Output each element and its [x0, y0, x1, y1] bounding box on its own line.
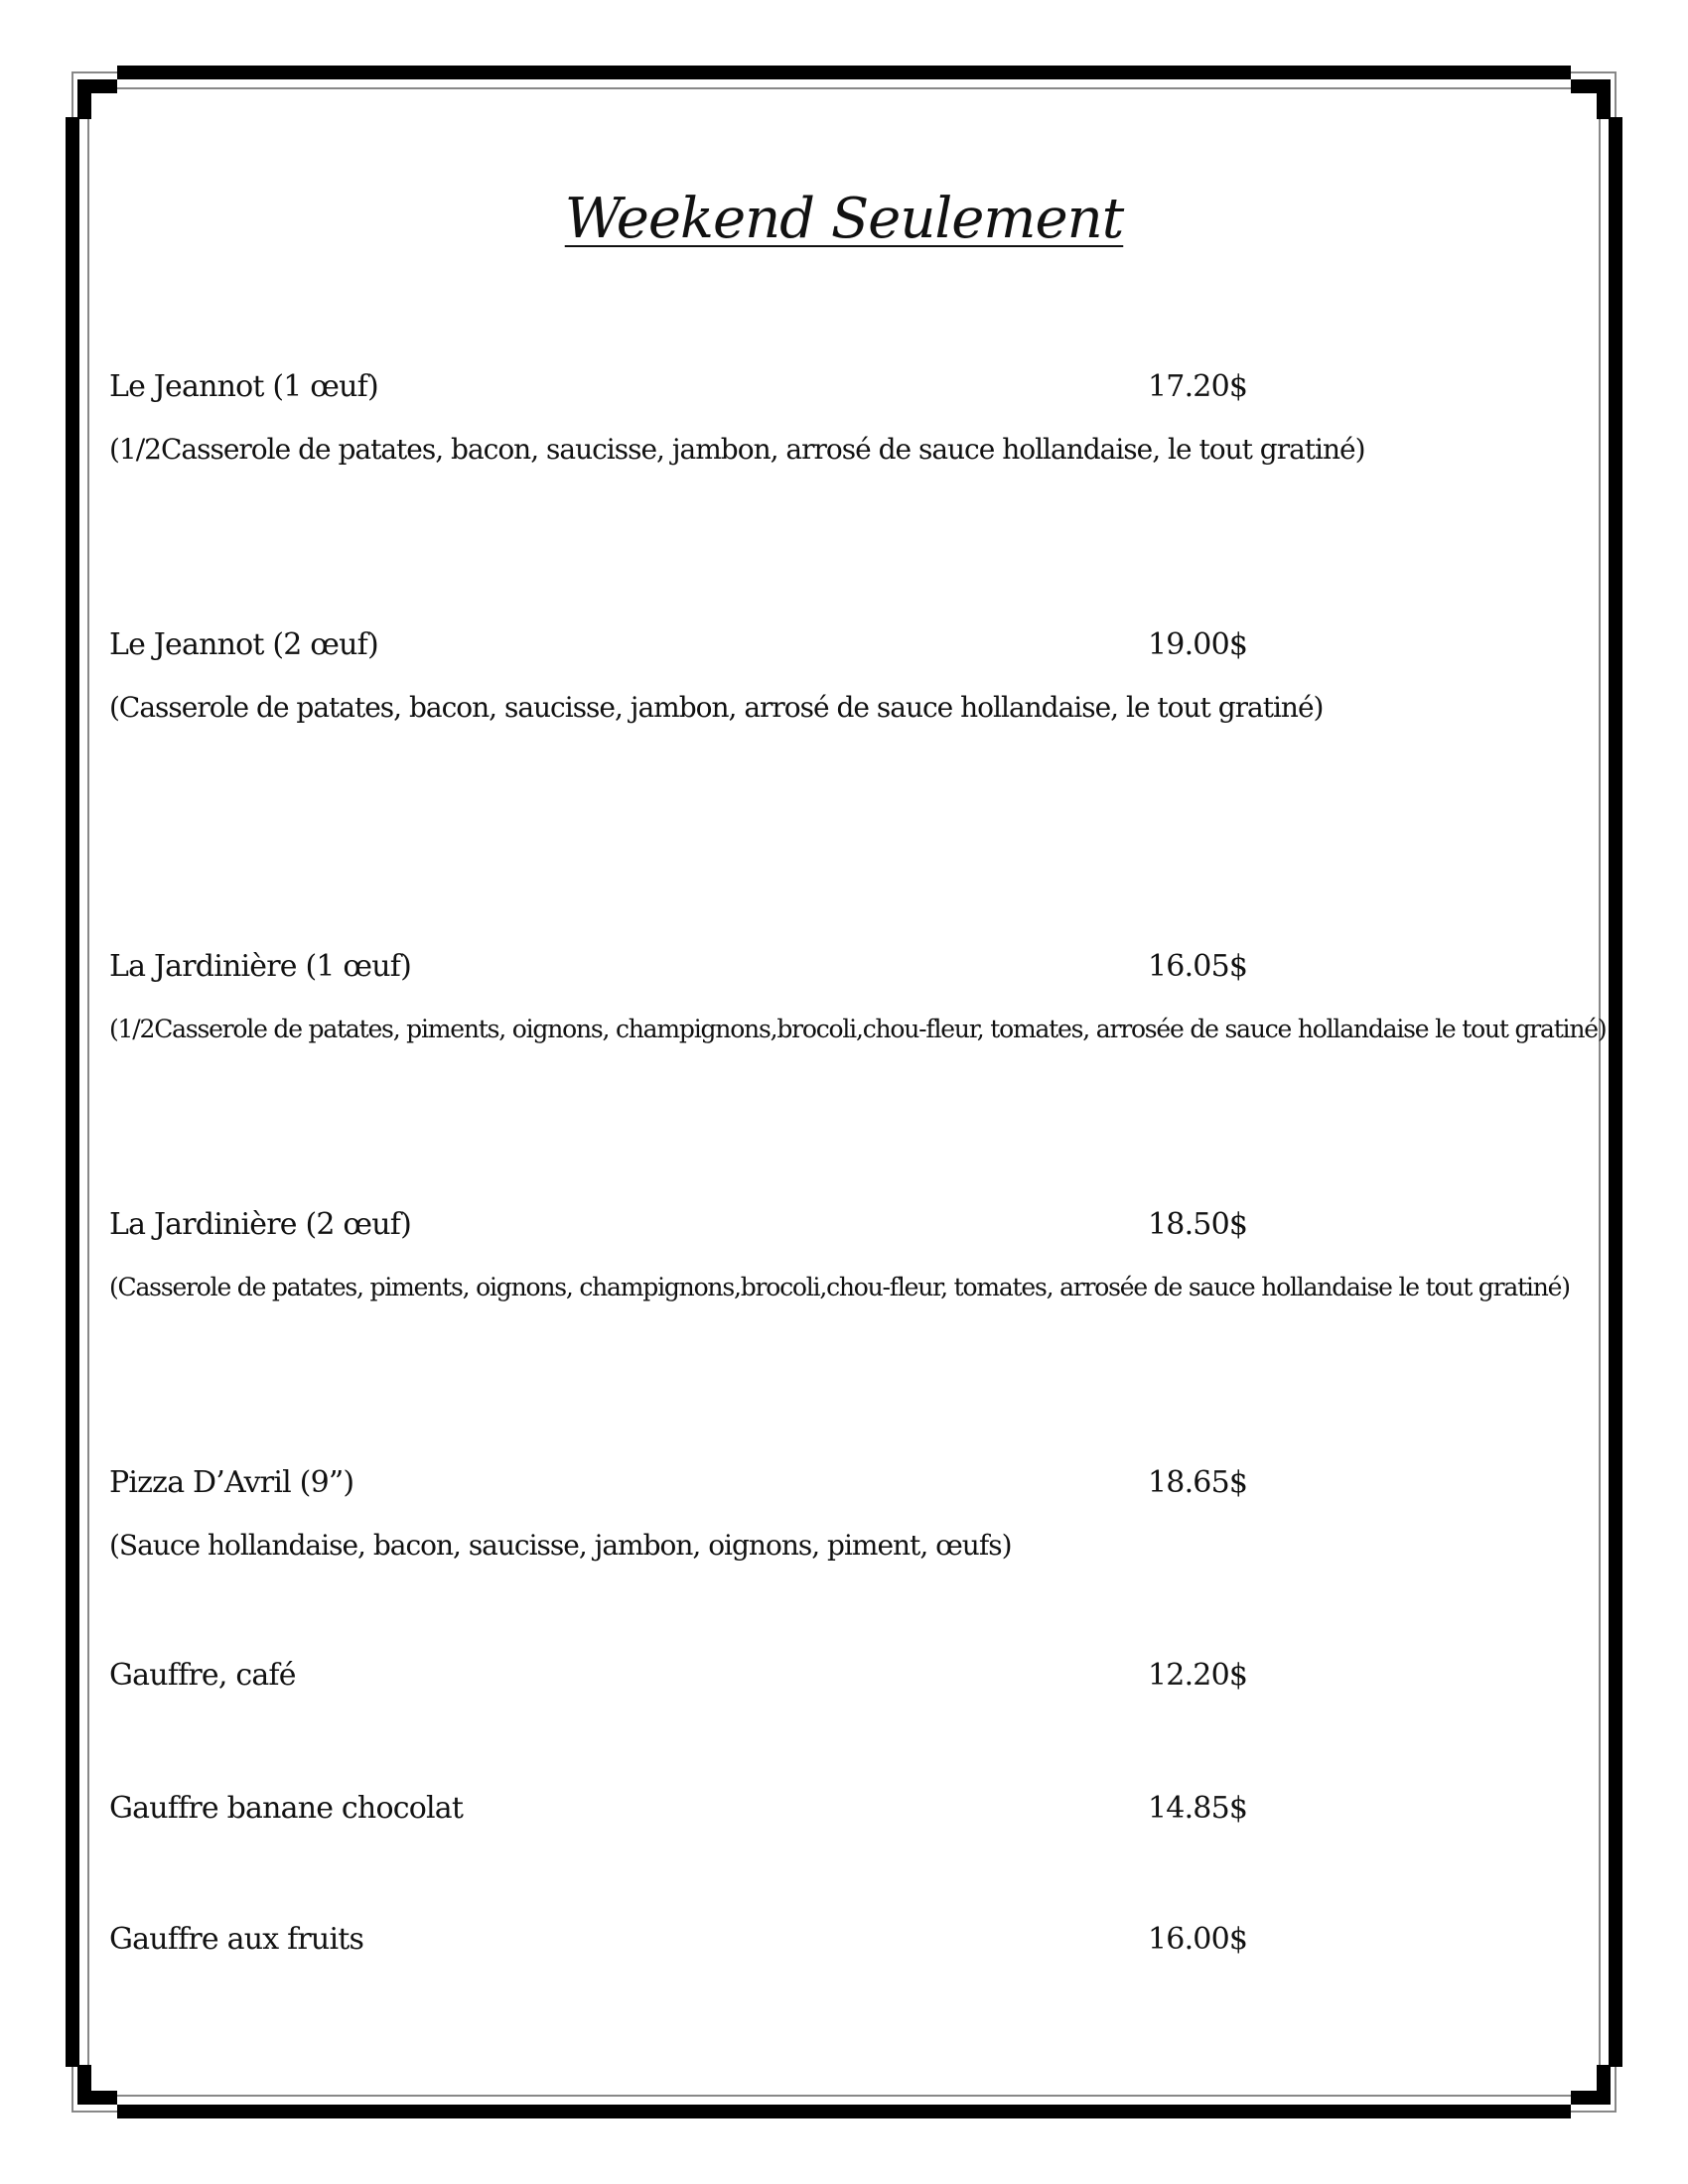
menu-item-name: La Jardinière (1 œuf) [109, 949, 412, 984]
frame-corner-tr-v [1597, 79, 1611, 119]
menu-item-description: (1/2Casserole de patates, piments, oignons, champignons,brocoli,chou-fleur, tomates, arrosée de sauce hollandaise le tout gratiné) [109, 1015, 1607, 1043]
frame-top-bar [117, 66, 1571, 79]
menu-item-name: Le Jeannot (1 œuf) [109, 369, 378, 404]
frame-right-bar [1609, 117, 1622, 2067]
menu-title: Weekend Seulement [564, 187, 1124, 251]
menu-item-description: (Casserole de patates, bacon, saucisse, jambon, arrosé de sauce hollandaise, le tout gratiné) [109, 691, 1324, 724]
menu-item-name: Le Jeannot (2 œuf) [109, 627, 378, 662]
menu-item-price: 17.20$ [1148, 369, 1248, 404]
menu-item-description: (1/2Casserole de patates, bacon, saucisse, jambon, arrosé de sauce hollandaise, le tout gratiné) [109, 433, 1365, 466]
menu-item-description: (Sauce hollandaise, bacon, saucisse, jambon, oignons, piment, œufs) [109, 1529, 1012, 1562]
menu-item-price: 12.20$ [1148, 1658, 1248, 1693]
menu-item-name: Gauffre aux fruits [109, 1922, 364, 1957]
frame-left-bar [66, 117, 79, 2067]
menu-item-price: 16.00$ [1148, 1922, 1248, 1957]
frame-bottom-bar [117, 2105, 1571, 2118]
menu-item-description: (Casserole de patates, piments, oignons, champignons,brocoli,chou-fleur, tomates, arrosée de sauce hollandaise le tout gratiné) [109, 1273, 1570, 1301]
frame-corner-tl-v [77, 79, 91, 119]
menu-item-name: Pizza D’Avril (9”) [109, 1465, 354, 1500]
frame-corner-br-v [1597, 2065, 1611, 2105]
menu-item-price: 18.50$ [1148, 1207, 1248, 1242]
menu-item-name: La Jardinière (2 œuf) [109, 1207, 412, 1242]
menu-item-price: 18.65$ [1148, 1465, 1248, 1500]
menu-item-price: 14.85$ [1148, 1791, 1248, 1826]
menu-item-name: Gauffre banane chocolat [109, 1791, 464, 1826]
menu-item-price: 16.05$ [1148, 949, 1248, 984]
frame-corner-bl-v [77, 2065, 91, 2105]
menu-item-name: Gauffre, café [109, 1658, 296, 1693]
menu-item-price: 19.00$ [1148, 627, 1248, 662]
